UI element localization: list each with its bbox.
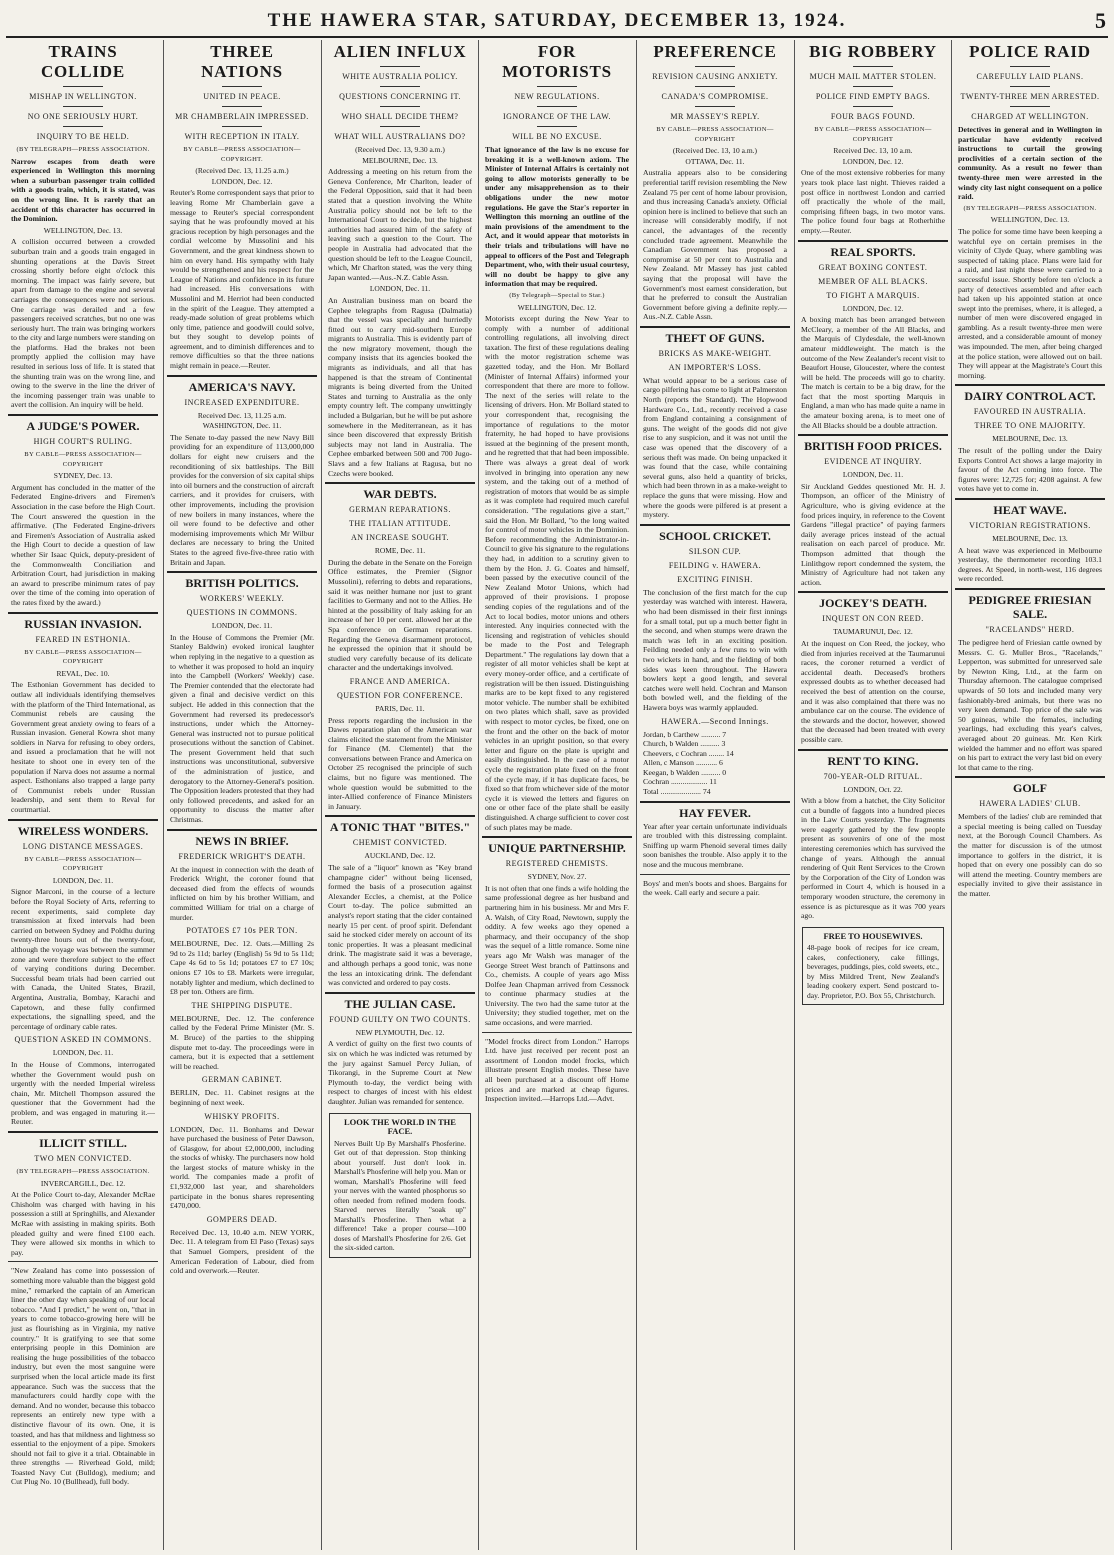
article-body: With a blow from a hatchet, the City Solicitor cut a bundle of faggots into a hundred pieces in the Law Courts yesterday. The fragments were eagerly gathered by the few people present as souvenirs of one of the most interesting ceremonies which has survived the change of years. Although the annual rendering of Quit Rent Services to the Crown by the Corporation of the City of London was performed in Court 4, which is housed in a temporary wooden structure, the ceremony in essence is as picturesque as it was 700 years ago. — [801, 796, 945, 921]
article-body: What would appear to be a serious case of cargo pilfering has come to light at Palmerston North (reports the Standard). The Hopwood Hardware Co., Ltd., recently received a case from England containing a consignment of guns. The weight of the goods did not give rise to any suspicion, and it was not until the case was opened that the discovery of a serious theft was made. On being unpacked it was found that the case, while containing several guns, also held a quantity of bricks, which had been thrown in as a make-weight to replace the guns that were missing. How and where the goods were pilfered is at present a mystery. — [643, 375, 787, 520]
subheading: FRANCE AND AMERICA. — [349, 676, 451, 686]
headline-british-food-prices: BRITISH FOOD PRICES. — [804, 439, 942, 454]
byline: BY CABLE—PRESS ASSOCIATION—COPYRIGHT — [814, 126, 932, 143]
housewives-advertisement — [802, 927, 944, 1006]
headline-rent-to-king: RENT TO KING. — [827, 753, 919, 768]
article-body: An Australian business man on board the Cephee telegraphs from Ragusa (Dalmatia) that the vessel was specially and hurriedly fitted out to carry mid-southern Europe migrants to Australia. This is evidently part of the new migratory movement, though the company insists that its agencies booked the migrants as individuals, and all that has happened is that the stream of Continental migrants is being diverted from the United States and turning to Australia as the only empty country left. The company unwittingly included a Bulgarian, but he will be put ashore somewhere in the Mediterranean, as it has since been discovered that expressly British subjects may not land in Australia. The Cephee embarked between 500 and 700 Jugo-Slavs and a few Italians at Ragusa, but no Czechs were booked. — [328, 295, 472, 478]
subheading: MR CHAMBERLAIN IMPRESSED. — [175, 112, 309, 121]
headline-school-cricket: SCHOOL CRICKET. — [659, 528, 771, 543]
headline-americas-navy: AMERICA'S NAVY. — [188, 379, 296, 394]
subheading: MUCH MAIL MATTER STOLEN. — [809, 72, 937, 81]
article-body: Addressing a meeting on his return from the Geneva Conference, Mr Charlton, leader of the Federal Opposition, said that it had been stated that a question involving the White Australia policy should not be left to the International Court to decide, but the highest authorities had assured him of the safety of leaving such a question to the Court. The people in Australia had advocated that the question should be left to the League Council, which, Mr Charlton stated, was the very thing Japan wanted.—Aus.-N.Z. Cable Assn. — [328, 167, 472, 282]
ad-title: LOOK THE WORLD IN THE FACE. — [344, 1116, 456, 1136]
article-body: The police for some time have been keeping a watchful eye on certain premises in the vicinity of Clyde Quay, where gambling was suspected of taking place. Plans were laid for a raid, and last night these were carried to a successful issue. Shortly before ten o'clock a party of detectives assembled and after each had taken up his appointed station at once swept into the premises, where, it is alleged, a number of men were discovered engaged in gambling. As a result twenty-three men were arrested, and a considerable amount of money was impounded. The men, after being charged at the police station, were allowed out on bail. They will appear at the Magistrate's Court this morning. — [958, 226, 1102, 380]
subheading: NEW REGULATIONS. — [514, 92, 600, 101]
subheading: SILSON CUP. — [688, 546, 742, 556]
article-body: It is not often that one finds a wife holding the same professional degree as her husband and partnering him in his business. Mr and Mrs F. A. Walsh, of City Road, Newtown, supply the oddity. A few weeks ago they opened a pharmacy, and their occupancy of the shop was the sequel of a little romance. Some nine years ago Mr Walsh was manager of the George Street West branch of Pattinsons and Co., chemists. A couple of years ago Miss Dolfee Jean Chapman arrived from Cessnock to continue pharmacy studies at the University. The two had the same tutor at the University; they studied together, met on the same occasions, and were married. — [485, 883, 629, 1028]
subheading: "RACELANDS" HERD. — [985, 624, 1075, 634]
subheading: TWENTY-THREE MEN ARRESTED. — [960, 92, 1100, 101]
headline-pedigree-friesian-sale: PEDIGREE FRIESIAN SALE. — [968, 592, 1092, 621]
subheading: AN INCREASE SOUGHT. — [350, 533, 450, 543]
dateline: ROME, Dec. 11. — [374, 546, 426, 556]
column-divider — [636, 40, 637, 1550]
subheading: POLICE FIND EMPTY BAGS. — [815, 92, 931, 101]
article-body: In the House of Commons the Premier (Mr. Stanley Baldwin) evoked ironical laughter when replying in the negative to a question as to whether it was proposed to hold an inquiry into the Campbell (Workers' Weekly) case. The Premier contended that the electorate had given a final and decisive verdict on this subject. He added in this connection that the Government had reversed its predecessor's instructions, under which the Attorney-General was instructed not to pursue political prosecutions without the sanction of Cabinet. The present Government held that such instructions was unconstitutional, subversive of the administration of justice, and derogatory to the Attorney-General's position. The Opposition leaders protested that they had only followed precedents, and asked for an opportunity to discuss the matter after Christmas. — [170, 632, 314, 825]
headline-hay-fever: HAY FEVER. — [679, 805, 751, 820]
headline-unique-partnership: UNIQUE PARTNERSHIP. — [488, 841, 626, 856]
dateline: LONDON, Dec. 12. — [211, 176, 273, 186]
column-divider — [478, 40, 479, 1550]
subheading: INQUEST ON CON REED. — [822, 614, 924, 624]
article-body: Press reports regarding the inclusion in the Dawes reparation plan of the American war claims elicited the statement from the Minister for Finance (M. Clementel) that the conversations between France and America on October 25 recognised the principle of such claims, but no figure was mentioned. The whole question would be submitted to the inter-Allied conference of Finance Ministers in January. — [328, 715, 472, 811]
masthead — [0, 0, 1114, 40]
headline-for-motorists: FOR MOTORISTS — [502, 42, 612, 81]
article-body: A collision occurred between a crowded suburban train and a goods train engaged in shunting operations at the Davis Street crossing shortly before eight o'clock this morning. The impact was fairly severe, but apart from damage to the engine and several carriages the consequences were not serious. One carriage was derailed and a few passengers received scratches, but no one was seriously hurt. The train was bringing workers to the city and large numbers were standing on the platforms. Had the brakes not been promptly applied the collision may have resulted in serious loss of life. It is stated that the shunting train was on the wrong line, and owing to the swerve in the line the driver of the incoming passenger train was unable to avert the collision. An inquiry will be held. — [11, 237, 155, 410]
subheading: QUESTIONS IN COMMONS. — [186, 608, 298, 618]
subheading: MEMBER OF ALL BLACKS. — [818, 276, 928, 286]
boots-advertisement: Boys' and men's boots and shoes. Bargains for the week. Call early and secure a pair. — [643, 878, 787, 898]
byline: BY CABLE—PRESS ASSOCIATION—COPYRIGHT — [24, 451, 142, 468]
headline-preference: PREFERENCE — [653, 42, 777, 61]
subheading: INCREASED EXPENDITURE. — [184, 397, 300, 407]
byline: (BY TELEGRAPH—PRESS ASSOCIATION. — [963, 204, 1097, 212]
ad-body: 48-page book of recipes for ice cream, cakes, confectionery, cake fillings, beverages, puddings, pies, cold sweets, etc., by Miss Mildred Trent, New Zealand's leading cookery expert. Send postcard to-day. Proprietor, P.O. Box 55, Christchurch. — [807, 943, 939, 1000]
headline-british-politics: BRITISH POLITICS. — [185, 576, 299, 591]
subheading: WHISKY PROFITS. — [204, 1111, 280, 1121]
dateline: SYDNEY, Nov. 27. — [527, 872, 587, 882]
byline: (BY TELEGRAPH—PRESS ASSOCIATION. — [16, 146, 150, 153]
column-divider — [163, 40, 164, 1550]
headline-alien-influx: ALIEN INFLUX — [333, 42, 467, 61]
received-line: Received Dec. 13, 10 a.m. — [833, 146, 913, 156]
dateline: NEW PLYMOUTH, Dec. 12. — [355, 1027, 445, 1037]
article-body: Motorists except during the New Year to comply with a number of additional controlling regulations, all involving direct taxation. The first of these regulations dealing with the motor registration scheme was gazetted today, and the Hon. Mr Bollard (Minister of Internal Affairs) informed your correspondent that there are more to follow. The next of the series will relate to the licensing of drivers. Hon. Mr Bollard stated to your correspondent that, recognising the importance of regulations to the motor fraternity, he had hoped to have provisions issued at the beginning of the present month, and he regretted that that had been impossible. There was always a great deal of work involved in bringing into operation any new system, and the taking out of a method of registration of motors that would be as simple as it was complete had required much careful consideration. "The regulations give a start," said the Hon. Mr Bollard, "to the long waited for control of motor vehicles in the Dominion. Before recommending the Administrator-in-Council to give his signature to the regulations they had, in addition to a scrutiny given to them by the Hon. J. G. Coates and himself, been passed by the executive council of the New Zealand Motor Unions, which had approved of their provisions. I propose sending copies of the regulations and of the Act to local bodies, motor unions and others interested. Any inquiries connected with the licensing and registration of vehicles should be made to the Post and Telegraph Department." The regulations lay down that a register of all motor vehicles shall be kept at every money-order office, and a certificate of registration will be then issued. Distinguishing marks are to be kept fixed to any registered motor vehicle. The number shall be exhibited on two plates which shall, save as provided with respect to motor cycles, be fixed, one on the front and the other on the back of motor vehicles in an upright position, so that every letter and figure on the plate is upright and easily distinguished. In the case of a motor cycle the registration plate fixed on the front of the cycle may, if it has duplicate faces, be fixed so that from whichever side of the motor cycle it is viewed the letters and figures on one or other face of the plate shall be easily distinguished. A charge sufficient to cover cost of such plates may be made. — [485, 314, 629, 832]
dateline: WELLINGTON, Dec. 12. — [517, 302, 597, 312]
article-body: Sir Auckland Geddes questioned Mr. H. J. Thompson, an officer of the Ministry of Agriculture, who is giving evidence at the food prices inquiry, in reference to the Covent Gardens "illegal practice" of paying farmers daily average prices instead of the actual realisation on each parcel of produce. Mr. Thompson admitted that though the Linlithgow report condemned the system, the Ministry of Agriculture had not taken any action. — [801, 481, 945, 587]
masthead-rule — [6, 36, 1108, 38]
column-divider — [794, 40, 795, 1550]
subheading: HAWERA LADIES' CLUB. — [979, 799, 1081, 809]
article-body: One of the most extensive robberies for many years took place last night. Thieves raided a post office in northwest London and carried off practically the whole of the mail, comprising fifteen bags, in two motor vans. The police found four bags at Rotherhithe empty.—Reuter. — [801, 168, 945, 235]
subheading: QUESTION FOR CONFERENCE. — [336, 690, 463, 700]
headline-illicit-still: ILLICIT STILL. — [39, 1136, 127, 1151]
article-body: Year after year certain unfortunate individuals are troubled with this distressing complaint. Sniffing up warm Phenoid several times daily soon banishes the trouble. Also apply it to the nose and the mucous membrane. — [643, 821, 787, 870]
headline-judges-power: A JUDGE'S POWER. — [26, 419, 140, 434]
byline: (BY TELEGRAPH—PRESS ASSOCIATION. — [16, 1168, 150, 1176]
article-body: A heat wave was experienced in Melbourne yesterday, the thermometer recording 103.1 degrees. At Speed, in north-west, 116 degrees were recorded. — [958, 545, 1102, 584]
article-body: At the Police Court to-day, Alexander McRae Chisholm was charged with having in his possession a still at Springhills, and Alexander McRae with assisting in making spirits. Both pleaded guilty and were fined £100 each. They were allowed six months in which to pay. — [11, 1190, 155, 1257]
dateline: REVAL, Dec. 10. — [56, 668, 110, 678]
subheading: LONG DISTANCE MESSAGES. — [22, 841, 144, 851]
headline-golf: GOLF — [1012, 781, 1047, 796]
dateline: LONDON, Dec. 11. — [369, 284, 431, 294]
subheading: WHO SHALL DECIDE THEM? — [341, 112, 459, 121]
headline-three-nations: THREE NATIONS — [201, 42, 283, 81]
subheading: POTATOES £7 10s PER TON. — [186, 926, 298, 936]
subheading: TO FIGHT A MARQUIS. — [826, 290, 920, 300]
received-line: (Received Dec. 13, 11.25 a.m.) — [195, 166, 289, 176]
byline: BY CABLE—PRESS ASSOCIATION—COPYRIGHT. — [183, 146, 301, 163]
dateline: WASHINGTON, Dec. 11. — [202, 421, 282, 431]
received-line: Received Dec. 13, 11.25 a.m. — [197, 410, 287, 420]
received-line: (Received Dec. 13, 10 a.m.) — [672, 146, 758, 156]
article-body: The conclusion of the first match for the cup yesterday was watched with interest. Hawera, who had been dismissed in their first innings for a small total, put up a much better fight in the second, and when stumps were drawn the match was left in an exciting position. Feilding needed only a few runs to win with two wickets in hand, and the fielding of both sides was keen throughout. The Hawera bowlers kept a good length, and several catches were well held. Cochran and Manson both bowled well, and the fielding of the Hawera boys was warmly applauded. — [643, 587, 787, 712]
lead-paragraph: Detectives in general and in Wellington in particular have evidently received instructions to curtail the growing proclivities of a certain section of the community. As a result no fewer than twenty-three men were arrested in the windy city last night consequent on a police raid. — [958, 125, 1102, 202]
dateline: LONDON, Dec. 11. — [842, 470, 904, 480]
subheading: CAREFULLY LAID PLANS. — [976, 72, 1084, 81]
column-divider — [321, 40, 322, 1550]
dateline: INVERCARGILL, Dec. 12. — [40, 1178, 126, 1188]
subheading: CHEMIST CONVICTED. — [352, 838, 448, 848]
subheading: THE ITALIAN ATTITUDE. — [348, 519, 452, 529]
subheading: CHARGED AT WELLINGTON. — [971, 112, 1089, 121]
dateline: AUCKLAND, Dec. 12. — [364, 851, 436, 861]
article-body: A verdict of guilty on the first two counts of six on which he was indicted was returned by the jury against Samuel Percy Julian, of Tikorangi, in the Supreme Court at New Plymouth to-day, the verdict being with respect to charges of incest with his eldest daughter. Julian was remanded for sentence. — [328, 1039, 472, 1106]
subheading: MISHAP IN WELLINGTON. — [29, 92, 137, 101]
headline-jockeys-death: JOCKEY'S DEATH. — [819, 596, 927, 611]
article-body: BERLIN, Dec. 11. Cabinet resigns at the beginning of next week. — [170, 1088, 314, 1107]
dateline: LONDON, Oct. 22. — [843, 784, 903, 794]
subheading: QUESTIONS CONCERNING IT. — [339, 92, 461, 101]
dateline: OTTAWA, Dec. 11. — [685, 156, 745, 166]
lead-paragraph: Narrow escapes from death were experienced in Wellington this morning when a suburban passenger train collided with a goods train, which, it is stated, was on the wrong line. It is rarely that an accident of this character has occurred in the Dominion. — [11, 156, 155, 224]
article-body: Signor Marconi, in the course of a lecture before the Royal Society of Arts, referring to recent experiments, said complete day transmission at fixed intervals had been carried on between Sydney and Poldhu during twenty-three hours out of the twenty-four, although the voyage was between the summer zone and were therefore subject to the effect of varying conditions during December. Successful beam trials had been carried out with Canada, the United States, Brazil, Argentina, Australia, Bombay, Karachi and Capetown, and these fully confirmed expectations, the signalling speed, and the percentage of ordinary cable rates. — [11, 887, 155, 1031]
column-6 — [798, 40, 948, 1550]
article-body: At the inquest on Con Reed, the jockey, who died from injuries received at the Taumarunui races, the coroner returned a verdict of accidental death. Deceased's brothers expressed doubts as to whether deceased had received the best of attention on the course, and it was also complained that there was no ambulance car on the course. The evidence of the stewards and the doctor, however, showed that the deceased had been treated with every possible care. — [801, 638, 945, 744]
headline-war-debts: WAR DEBTS. — [363, 487, 437, 502]
article-body: In the House of Commons, interrogated whether the Government would push on urgently with the needed Imperial wireless chain, Mr. Mitchell Thompson assured the questioner that the Government had the problem, and was engaged in maturing it.—Reuter. — [11, 1059, 155, 1127]
subheading: WHAT WILL AUSTRALIANS DO? — [334, 132, 466, 141]
article-body: During the debate in the Senate on the Foreign Office estimates, the Premier (Signor Mussolini), referring to debts and reparations, said it was neither humane nor just to grant facilities to Germany and not to the Allies. He hinted at the possibility of Italy asking for an increase of her 10 per cent. allowed her at the Spa conference on German reparations. Regarding the Geneva disarmament protocol, he expressed the opinion that it should be studied very carefully because of its delicate character and the undertakings involved. — [328, 557, 472, 673]
dateline: LONDON, Dec. 11. — [211, 621, 273, 631]
subheading: WHITE AUSTRALIA POLICY. — [342, 72, 458, 81]
subheading: NO ONE SERIOUSLY HURT. — [27, 112, 139, 121]
headline-julian-case: THE JULIAN CASE. — [344, 996, 456, 1011]
subheading: GERMAN CABINET. — [201, 1075, 283, 1085]
dateline: LONDON, Dec. 12. — [842, 156, 904, 166]
article-body: MELBOURNE, Dec. 12. The conference called by the Federal Prime Minister (Mr. S. M. Bruce) of the parties to the shipping dispute met to-day. The proceedings were in camera, but it is expected that a settlement will be reached. — [170, 1013, 314, 1071]
column-3 — [325, 40, 475, 1550]
newspaper-title: THE HAWERA STAR, SATURDAY, DECEMBER 13, 1924. — [267, 10, 847, 31]
headline-russian-invasion: RUSSIAN INVASION. — [24, 616, 142, 631]
subheading: QUESTION ASKED IN COMMONS. — [14, 1035, 152, 1045]
subheading: WORKERS' WEEKLY. — [199, 594, 285, 604]
subheading: FOUND GUILTY ON TWO COUNTS. — [329, 1014, 471, 1024]
subheading: HIGH COURT'S RULING. — [33, 437, 133, 447]
tobacco-advertisement: "New Zealand has come into possession of something more valuable than the biggest gold mine," remarked the captain of an American liner the other day when speaking of our local tobacco. "And I predict," he went on, "that in years to come tobacco-growing here will be just as flourishing as in Virginia, my native country." It is gratifying to see that some enterprising people in this Dominion are realising the huge possibilities of the tobacco industry, but even the most sanguine were surprised when the local article made its first appearance. Such was the success that the manufacturers could hardly cope with the demand. And no wonder, because this tobacco represents an entirely new type with a distinctive flavour of its own. One, it is toasted, and has that mildness and lightness so essential to the enjoyment of a pipe. Smokers should not fail to give it a trial. Obtainable in three strengths — Riverhead Gold, mild; Toasted Navy Cut (Bulldog), medium; and Cut Plug No. 10 (Bullhead), full body. — [11, 1266, 155, 1487]
dateline: LONDON, Dec. 12. — [842, 303, 904, 313]
article-body: Australia appears also to be considering preferential tariff revision resembling the New Zealand 75 per cent of home labour provision, and thus increasing Canada's anxiety. Official opinion here is inclined to believe that such an increase will considerably modify, if not cancel, the advantages of the recently concluded trade agreement. Meanwhile the Canadian Government has proposed a compromise at 50 per cent to Australia and New Zealand. Mr Massey has just cabled saying that the proposal will have the Government's most earnest consideration, but that he preferred to consult the Australian Government before giving a definite reply.—Aus.-N.Z. Cable Assn. — [643, 168, 787, 322]
dateline: MELBOURNE, Dec. 13. — [992, 434, 1068, 444]
byline: (By Telegraph—Special to Star.) — [509, 291, 605, 299]
headline-trains-collide: TRAINS COLLIDE — [40, 42, 125, 81]
page-number: 5 — [1095, 8, 1106, 33]
column-4 — [482, 40, 632, 1550]
article-body: Received Dec. 13, 10.40 a.m. NEW YORK, Dec. 11. A telegram from El Paso (Texas) says that Samuel Gompers, president of the American Federation of Labour, died from cold and overwork.—Reuter. — [170, 1227, 314, 1276]
subheading: TWO MEN CONVICTED. — [34, 1154, 132, 1164]
subheading: AN IMPORTER'S LOSS. — [668, 362, 762, 372]
article-body: The Senate to-day passed the new Navy Bill providing for an expenditure of 113,000,000 dollars for eight new cruisers and the reconditioning of six battleships. The Bill provides for the conversion of six capital ships into oil burners and the construction of aircraft carriers, and it provides for cruisers, with other improvements, including the provision of new boilers in many instances, where the oil were found to be defective and other modernising improvements which Mr Wilbur declares are necessary to bring the United States to the agreed five-five-three ratio with Britain and Japan. — [170, 432, 314, 567]
headline-tonic-that-bites: A TONIC THAT "BITES." — [329, 820, 471, 835]
subheading: BRICKS AS MAKE-WEIGHT. — [658, 348, 772, 358]
headline-dairy-control-act: DAIRY CONTROL ACT. — [964, 389, 1096, 404]
column-2 — [167, 40, 317, 1550]
headline-theft-of-guns: THEFT OF GUNS. — [665, 330, 765, 345]
dateline: LONDON, Dec. 11. — [52, 875, 114, 885]
subheading: EVIDENCE AT INQUIRY. — [824, 457, 922, 467]
dateline: MELBOURNE, Dec. 13. — [992, 534, 1068, 543]
headline-real-sports: REAL SPORTS. — [830, 244, 916, 259]
article-body: The result of the polling under the Dairy Exports Control Act shows a large majority in favour of the Act coming into force. The figures were: 12,725 for; 4208 against. A few votes have yet to come in. — [958, 446, 1102, 494]
dateline: MELBOURNE, Dec. 13. — [362, 155, 438, 165]
ad-title: FREE TO HOUSEWIVES. — [823, 930, 923, 941]
subheading: CANADA'S COMPROMISE. — [661, 92, 769, 101]
dateline: SYDNEY, Dec. 13. — [53, 471, 113, 481]
column-1 — [8, 40, 158, 1550]
dateline: PARIS, Dec. 11. — [375, 703, 425, 713]
lead-paragraph: That ignorance of the law is no excuse for breaking it is a well-known axiom. The Minister of Internal Affairs is certainly not going to allow motorists generally to be under any misapprehension as to their obligations under the new motor regulations. He gave the Star's reporter in Wellington this morning an outline of the main provisions of the amendment to the Act, and it would appear that motorists in their trials and tribulations will have no appeal to officers of the Post and Telegraph Department, who, with their usual courtesy, will no doubt be happy to give any information that may be required. — [485, 145, 629, 289]
subheading: 700-YEAR-OLD RITUAL. — [823, 771, 923, 781]
subheading: FREDERICK WRIGHT'S DEATH. — [178, 851, 306, 861]
article-body: The pedigree herd of Friesian cattle owned by Messrs. C. G. Muller Bros., "Racelands," Lepperton, was submitted for unreserved sale by Newton King, Ltd., at the farm on Thursday afternoon. The catalogue comprised upwards of 50 lots and included many very fashionably-bred animals, but there was no very keen demand. Top price of the sale was 50 guineas, while the females, including yearlings, had excluding this year's calves, averaged about 20 guineas. Mr. Ken Kirk wielded the hammer and no effort was spared on his part to extract the very last bid on every lot that came to the ring. — [958, 637, 1102, 772]
dateline: WELLINGTON, Dec. 13. — [43, 225, 123, 235]
subheading: WITH RECEPTION IN ITALY. — [184, 132, 300, 141]
headline-wireless-wonders: WIRELESS WONDERS. — [17, 823, 149, 838]
dateline: LONDON, Dec. 11. — [52, 1048, 114, 1058]
article-body: Members of the ladies' club are reminded that a special meeting is being called on Tuesday next, at the Borough Council Chambers. As the matter for discussion is of the utmost importance to golfers in the district, it is hoped that on every one possibly can do so will attend the meeting. Country members are especially invited to give their assistance in the matter. — [958, 812, 1102, 899]
subheading: THE SHIPPING DISPUTE. — [191, 1000, 293, 1010]
subheading: FEILDING v. HAWERA. — [668, 560, 762, 570]
article-body: The Esthonian Government has decided to outlaw all individuals identifying themselves with the platform of the Third International, as Communist rebels are causing the Government great anxiety owing to fears of a Russian invasion. General Kowra shot many soldiers in Narva for refusing to obey orders, and issued a proclamation that he will not hesitate to shoot one in every ten of the population if Narva does not assume a normal aspect. Esthonians also trapped a large party of Communist rebels under Russian leadership, and sent them to Reval for courtmartial. — [11, 680, 155, 815]
byline: BY CABLE—PRESS ASSOCIATION—COPYRIGHT — [24, 855, 142, 873]
subheading: WILL BE NO EXCUSE. — [512, 132, 602, 141]
dateline: WELLINGTON, Dec. 13. — [990, 215, 1070, 225]
subheading: FOUR BAGS FOUND. — [830, 112, 916, 121]
subheading: GOMPERS DEAD. — [206, 1214, 278, 1224]
dateline: TAUMARUNUI, Dec. 12. — [833, 627, 913, 637]
subheading: VICTORIAN REGISTRATIONS. — [969, 521, 1091, 530]
article-body: Reuter's Rome correspondent says that prior to leaving Rome Mr Chamberlain gave a message to Reuter's special correspondent saying that he was profoundly moved at his gracious reception by high personages and the cordial welcome by Mussolini and his Government, and the great kindness shown to him on every hand. His sympathy with Italy would be strengthened and his respect for the League of Nations and confidence in its future had increased. His conversations with Mussolini and M. Herriot had been conducted in the spirit of the League. They attempted a ready-made solution of great problems which only time, patience and goodwill could solve, but they sought to develop points of agreement, and to diminish differences and to remove difficulties so that the three nations might remain in peace.—Reuter. — [170, 188, 314, 371]
headline-heat-wave: HEAT WAVE. — [993, 503, 1067, 517]
subheading: EXCITING FINISH. — [677, 574, 753, 584]
subheading: MR MASSEY'S REPLY. — [670, 112, 760, 121]
byline: BY CABLE—PRESS ASSOCIATION—COPYRIGHT — [24, 648, 142, 666]
ad-body: Nerves Built Up By Marshall's Phosferine. Get out of that depression. Stop thinking about yourself. Just don't look in. Marshall's Phosferine will help you. Man or woman, Marshall's Phosferine will feed your nerves with the wanted phosphorus so often needed from refined modern foods. Starved nerves literally "soak up" Marshall's Phosferine. Then what a difference! Take a proper course—100 doses of Marshall's Phosferine for 2/6. Get the six-sided carton. — [334, 1138, 466, 1252]
column-7 — [955, 40, 1105, 1550]
subheading: REGISTERED CHEMISTS. — [505, 859, 609, 869]
subheading: THREE TO ONE MAJORITY. — [974, 421, 1086, 431]
cricket-scores: Jordan, b Carthew .......... 7 Church, b Walden .......... 3 Cheevers, c Cochran ........ 14 Allen, c Manson ........... 6 Keegan, b Walden .......... 0 Cochran ................... 11 Total ..................... 74 — [643, 729, 734, 797]
column-5 — [640, 40, 790, 1550]
column-divider — [951, 40, 952, 1550]
received-line: (Received Dec. 13, 9.30 a.m.) — [355, 145, 445, 154]
subheading: FAVOURED IN AUSTRALIA. — [973, 407, 1087, 417]
subheading: GREAT BOXING CONTEST. — [818, 262, 928, 272]
article-body: A boxing match has been arranged between McCleary, a member of the All Blacks, and the Marquis of Clydesdale, the well-known amateur middleweight. The match is the outcome of the New Zealander's recent visit to Beaufort House, Gloucester, where the contest will be held. The proceeds will go to charity. The match is certain to be a big draw, for the fact that the most sporting Marquis in England, a man who has made quite a name in the amateur boxing arena, is to meet one of the All Blacks should be a double attraction. — [801, 315, 945, 430]
subheading: UNITED IN PEACE. — [203, 92, 281, 101]
subheading: GERMAN REPARATIONS. — [349, 505, 451, 515]
headline-news-in-brief: NEWS IN BRIEF. — [195, 833, 289, 848]
subheading: REVISION CAUSING ANXIETY. — [652, 72, 778, 81]
article-body: The sale of a "liquor" known as "Key brand champagne cider" without being licensed, formed the basis of a prosecution against Alexander Eccles, a chemist, at the Police Court to-day. The police submitted an analyst's report stating that the cider contained nearly 15 per cent. of proof spirit. Defendant said he stocked cider merely on account of its tonic properties. It was a pleasant medicinal drink. The magistrate said it was a beverage, and although perhaps a good tonic, was none the less an intoxicating drink. The defendant was convicted and ordered to pay costs. — [328, 863, 472, 988]
phosferine-advertisement — [329, 1113, 471, 1258]
subheading: IGNORANCE OF THE LAW. — [502, 112, 612, 121]
harrops-advertisement: "Model frocks direct from London." Harrops Ltd. have just received per recent post an assortment of London model frocks, which illustrate present English modes. These have all been purchased at a discount off Home prices and are marked at cheap figures. Inspection invited.—Harrops Ltd.—Advt. — [485, 1036, 629, 1104]
article-body: At the inquest in connection with the death of Frederick Wright, the coroner found that deceased died from the effects of wounds inflicted on him by his brother William, and committed William for trial on a charge of murder. — [170, 864, 314, 922]
subheading: INQUIRY TO BE HELD. — [36, 132, 130, 141]
article-body: Argument has concluded in the matter of the Federated Engine-drivers and Firemen's Association in the case before the High Court. The Court answered the question in the affirmative. (The Federated Engine-drivers and Firemen's Association of Australia asked the High Court to decide a question of law whether Sir Isaac Quick, deputy-president of the Commonwealth Conciliation and Arbitration Court, had jurisdiction in making an award to prescribe minimum rates of pay over the time of the coming into operation of the rates fixed by the award.) — [11, 482, 155, 607]
article-body: LONDON, Dec. 11. Bonhams and Dewar have purchased the business of Peter Dawson, of Glasgow, for about £2,000,000, including the stocks of whisky. The purchasers now hold the largest stocks of mature whisky in the world. The companies made a profit of £1,932,000 last year, and shareholders participate in the bonus shares representing £470,000. — [170, 1124, 314, 1211]
headline-police-raid: POLICE RAID — [969, 42, 1091, 61]
scores-title: HAWERA.—Second Innings. — [661, 716, 769, 726]
article-body: MELBOURNE, Dec. 12. Oats.—Milling 2s 9d to 2s 11d; barley (English) 5s 9d to 5s 11d; Cape 4s 6d to 5s 1d; potatoes £7 to £7 10s; onions £7 10s to £8. Markets were irregular, notably lighter and medium, which declined to £8 per ton. Others are firm. — [170, 939, 314, 997]
byline: BY CABLE—PRESS ASSOCIATION—COPYRIGHT — [656, 126, 774, 143]
subheading: FEARED IN ESTHONIA. — [35, 634, 131, 644]
headline-big-robbery: BIG ROBBERY — [809, 42, 937, 61]
